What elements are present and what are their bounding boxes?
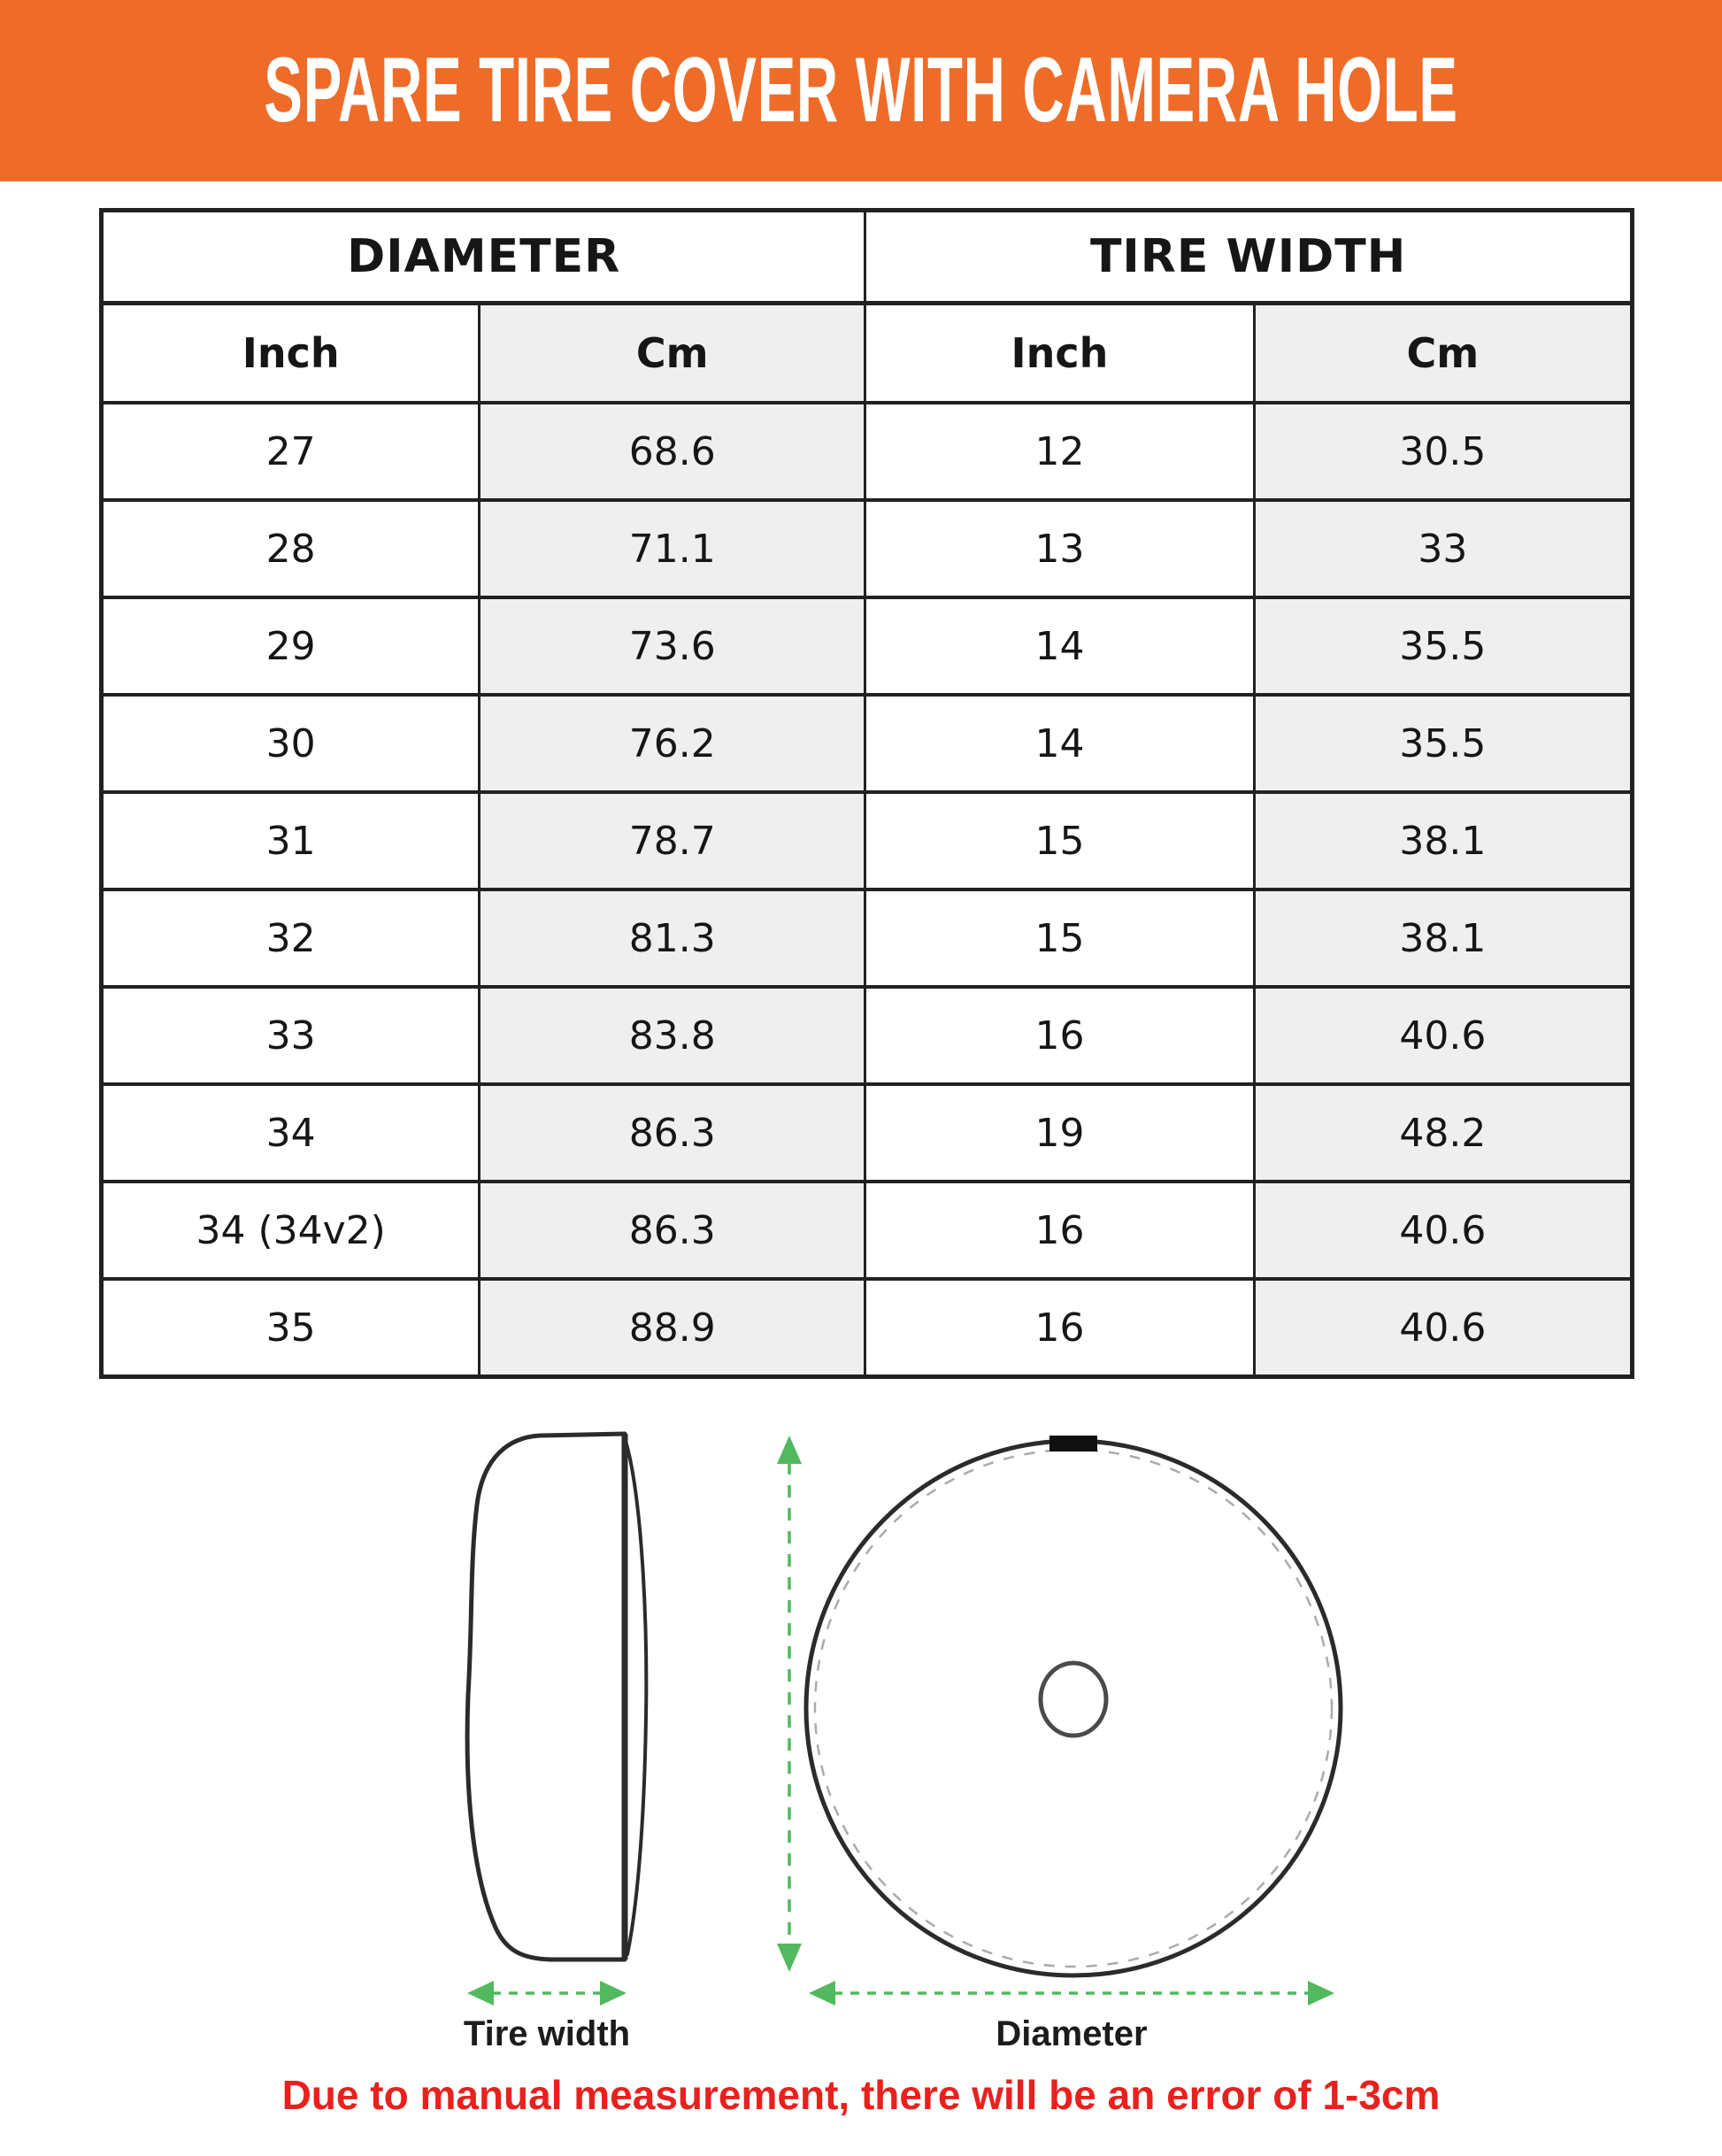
tire-width-label: Tire width xyxy=(463,2014,631,2053)
table-cell: 38.1 xyxy=(1254,889,1632,987)
tire-front-view-drawing xyxy=(806,1436,1341,1975)
table-cell: 16 xyxy=(865,1279,1254,1377)
table-row xyxy=(102,1182,1633,1279)
table-cell: 35.5 xyxy=(1254,597,1632,695)
tire-measurement-diagram xyxy=(0,1398,1722,2089)
table-column-header-row xyxy=(102,304,1633,404)
table-cell: 30 xyxy=(102,695,480,792)
table-cell: 19 xyxy=(865,1084,1254,1182)
table-row xyxy=(102,987,1633,1084)
table-cell: 33 xyxy=(1254,500,1632,597)
table-cell: 88.9 xyxy=(480,1279,865,1377)
table-cell: 48.2 xyxy=(1254,1084,1632,1182)
col-header-diameter-cm: Cm xyxy=(480,304,865,404)
table-cell: 86.3 xyxy=(480,1182,865,1279)
table-cell: 29 xyxy=(102,597,480,695)
table-group-header-row xyxy=(102,211,1633,304)
table-cell: 28 xyxy=(102,500,480,597)
table-row xyxy=(102,403,1633,500)
table-cell: 16 xyxy=(865,987,1254,1084)
strap-mark xyxy=(1049,1436,1097,1451)
table-cell: 14 xyxy=(865,597,1254,695)
size-table xyxy=(99,208,1634,1379)
table-cell: 34 (34v2) xyxy=(102,1182,480,1279)
table-cell: 81.3 xyxy=(480,889,865,987)
table-row xyxy=(102,792,1633,889)
table-cell: 13 xyxy=(865,500,1254,597)
table-row xyxy=(102,597,1633,695)
diameter-group-header: DIAMETER xyxy=(102,211,865,304)
table-row xyxy=(102,1084,1633,1182)
table-row xyxy=(102,500,1633,597)
table-cell: 83.8 xyxy=(480,987,865,1084)
measurement-note: Due to manual measurement, there will be an error of 1-3cm xyxy=(281,2072,1441,2118)
table-row xyxy=(102,1279,1633,1377)
table-cell: 38.1 xyxy=(1254,792,1632,889)
page-title: SPARE TIRE COVER WITH CAMERA HOLE xyxy=(264,39,1458,142)
table-row xyxy=(102,889,1633,987)
col-header-diameter-inch: Inch xyxy=(102,304,480,404)
table-cell: 68.6 xyxy=(480,403,865,500)
table-cell: 73.6 xyxy=(480,597,865,695)
tire-width-arrow xyxy=(467,1981,627,2006)
diameter-label: Diameter xyxy=(996,2014,1148,2053)
table-cell: 32 xyxy=(102,889,480,987)
table-cell: 35 xyxy=(102,1279,480,1377)
table-cell: 12 xyxy=(865,403,1254,500)
camera-hole xyxy=(1041,1663,1106,1736)
table-cell: 40.6 xyxy=(1254,1279,1632,1377)
table-cell: 35.5 xyxy=(1254,695,1632,792)
table-cell: 15 xyxy=(865,889,1254,987)
table-row xyxy=(102,695,1633,792)
table-cell: 40.6 xyxy=(1254,1182,1632,1279)
banner xyxy=(0,0,1722,181)
tire-side-view-drawing xyxy=(467,1434,646,1960)
table-cell: 40.6 xyxy=(1254,987,1632,1084)
col-header-width-inch: Inch xyxy=(865,304,1254,404)
table-cell: 27 xyxy=(102,403,480,500)
table-cell: 76.2 xyxy=(480,695,865,792)
table-cell: 71.1 xyxy=(480,500,865,597)
col-header-width-cm: Cm xyxy=(1254,304,1632,404)
table-cell: 33 xyxy=(102,987,480,1084)
table-cell: 14 xyxy=(865,695,1254,792)
diameter-arrow xyxy=(809,1981,1334,2006)
table-cell: 16 xyxy=(865,1182,1254,1279)
table-cell: 31 xyxy=(102,792,480,889)
table-cell: 30.5 xyxy=(1254,403,1632,500)
tire-width-group-header: TIRE WIDTH xyxy=(865,211,1633,304)
table-cell: 86.3 xyxy=(480,1084,865,1182)
table-cell: 15 xyxy=(865,792,1254,889)
table-cell: 78.7 xyxy=(480,792,865,889)
diameter-vertical-arrow xyxy=(777,1436,802,1972)
table-cell: 34 xyxy=(102,1084,480,1182)
